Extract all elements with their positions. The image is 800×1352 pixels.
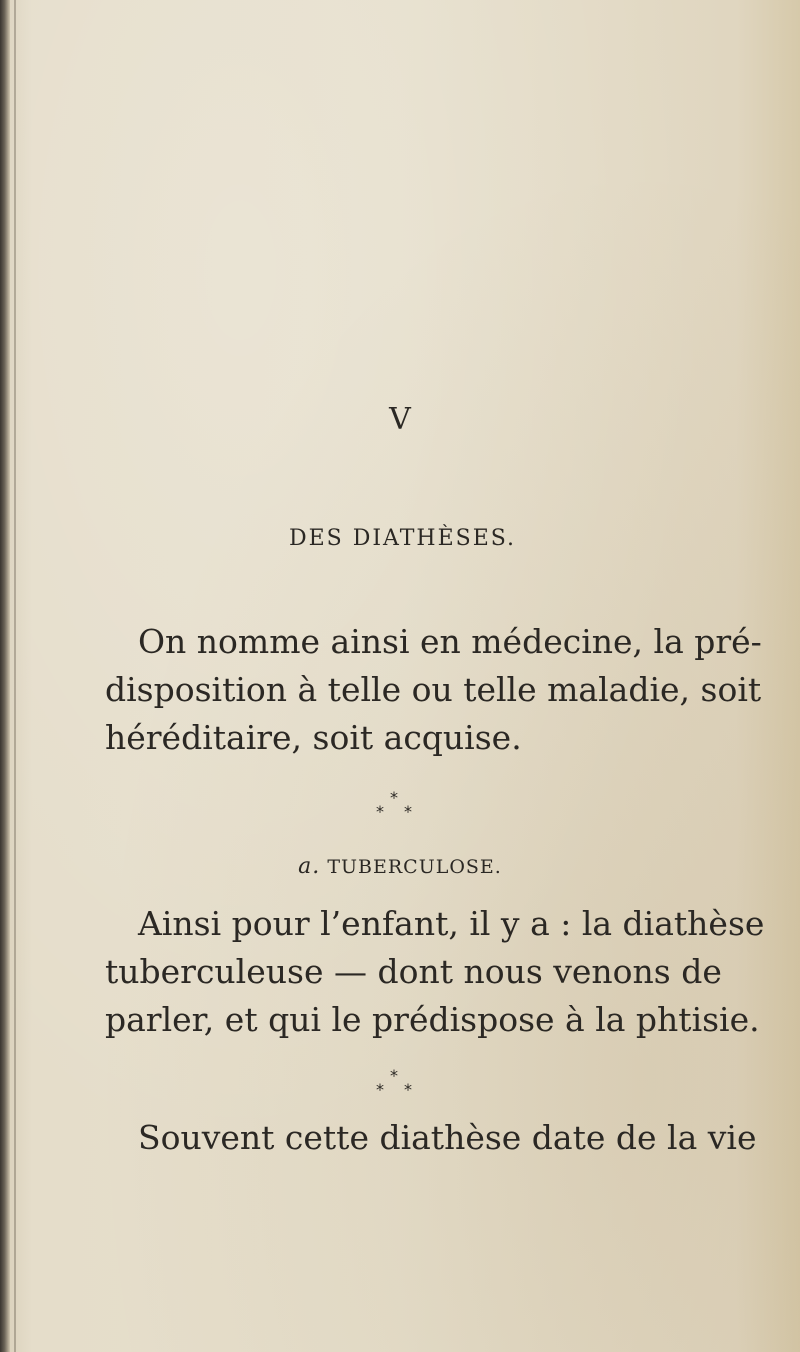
asterism-star: * [390,1066,398,1085]
intro-line-3: héréditaire, soit acquise. [105,718,522,757]
section-line-2: tuberculeuse — dont nous venons de [105,952,722,991]
section-line-1: Ainsi pour l’enfant, il y a : la diathèse [138,904,765,943]
asterism-divider-2 [370,1068,430,1102]
asterism-star: * [390,788,398,807]
page-binding-edge [0,0,10,1352]
asterism-star: * [376,1080,384,1099]
asterism-star: * [404,802,412,821]
asterism-divider-1 [370,790,430,824]
asterism-star: * [376,802,384,821]
chapter-number: V [389,402,411,437]
intro-line-1: On nomme ainsi en médecine, la pré- [138,622,762,661]
page-binding-shadow [14,0,16,1352]
section-heading [0,854,800,879]
intro-line-2: disposition à telle ou telle maladie, soit [105,670,762,709]
section-line-3: parler, et qui le prédispose à la phtisie. [105,1000,760,1039]
chapter-title: DES DIATHÈSES. [288,526,517,551]
section-title: TUBERCULOSE. [327,856,502,878]
next-paragraph-line-1: Souvent cette diathèse date de la vie [138,1118,757,1157]
section-letter: a. [298,854,321,879]
asterism-star: * [404,1080,412,1099]
